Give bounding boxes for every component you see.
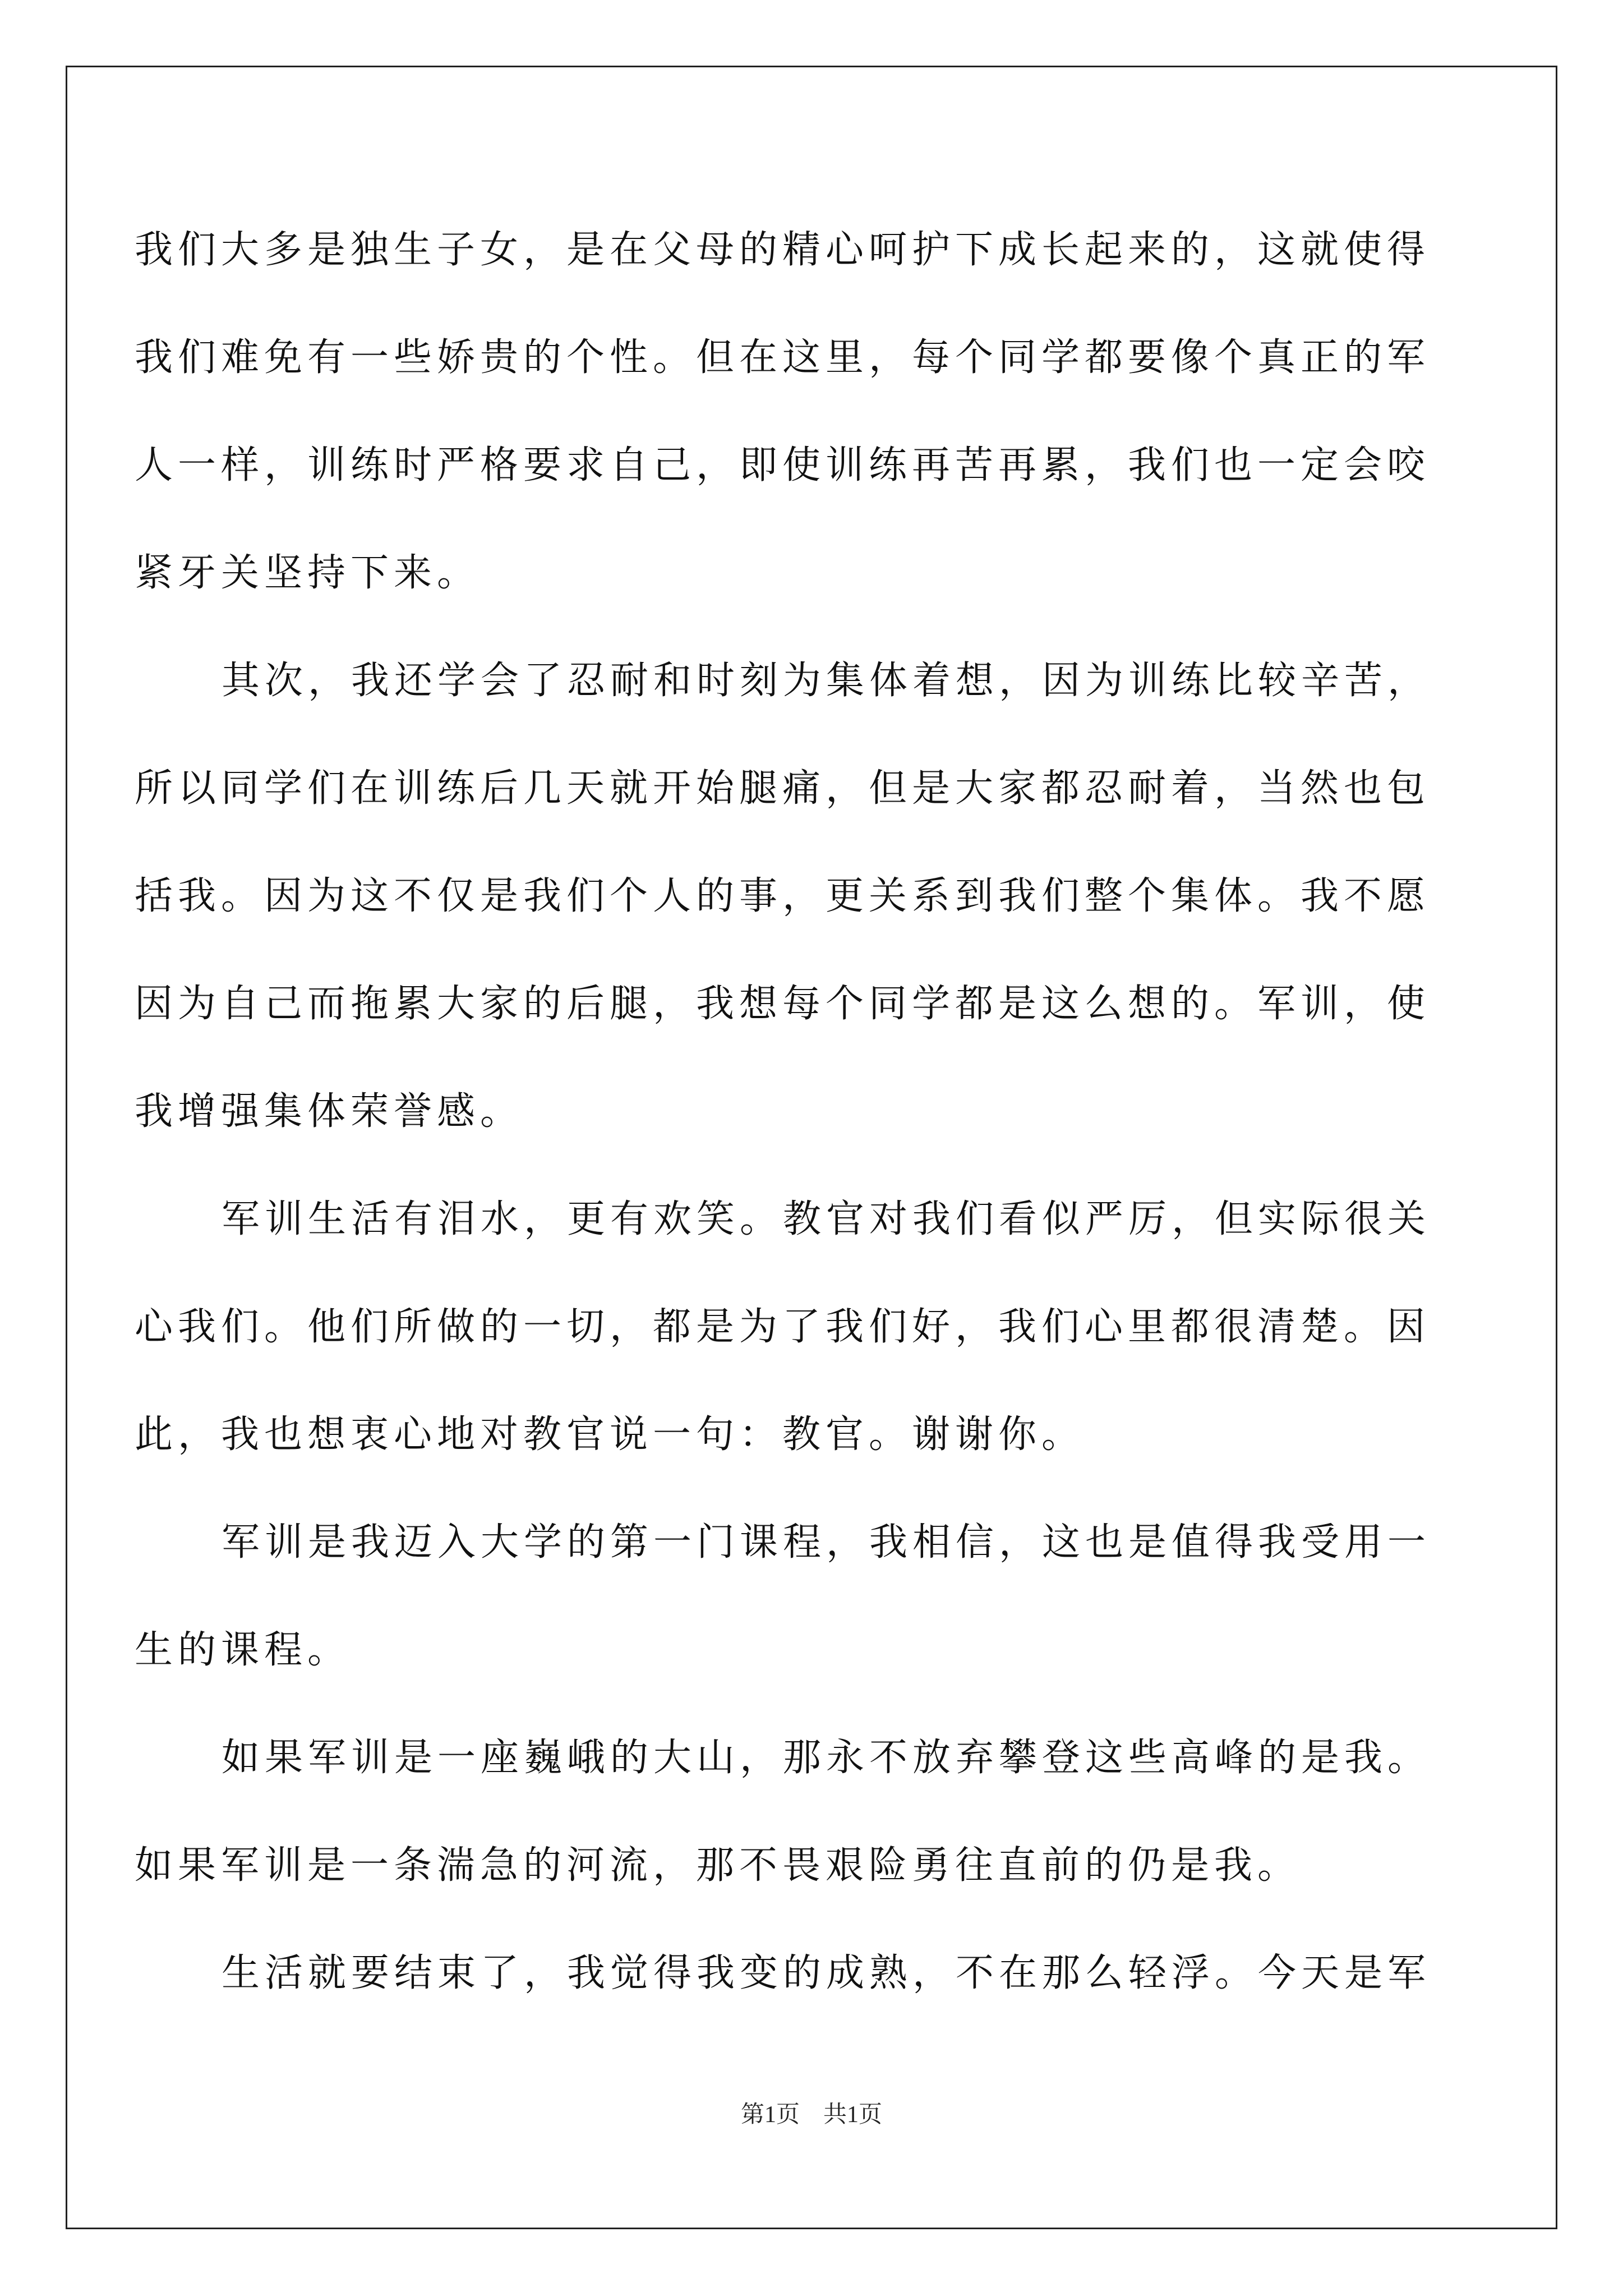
paragraph-start-line: 如果军训是一座巍峨的大山，那永不放弃攀登这些高峰的是我。 — [222, 1736, 1431, 1780]
page-border — [66, 66, 1557, 2229]
text-line: 生的课程。 — [135, 1628, 351, 1672]
text-line: 我增强集体荣誉感。 — [135, 1089, 524, 1134]
text-line: 所以同学们在训练后几天就开始腿痛，但是大家都忍耐着，当然也包 — [135, 766, 1431, 811]
text-line: 因为自己而拖累大家的后腿，我想每个同学都是这么想的。军训，使 — [135, 982, 1431, 1026]
text-line: 人一样，训练时严格要求自己，即使训练再苦再累，我们也一定会咬 — [135, 443, 1431, 487]
page-number-footer: 第1页 共1页 — [740, 2102, 882, 2128]
text-line: 如果军训是一条湍急的河流，那不畏艰险勇往直前的仍是我。 — [135, 1843, 1301, 1888]
paragraph-start-line: 军训生活有泪水，更有欢笑。教官对我们看似严厉，但实际很关 — [222, 1197, 1431, 1241]
text-line: 心我们。他们所做的一切，都是为了我们好，我们心里都很清楚。因 — [135, 1305, 1431, 1349]
text-line: 此，我也想衷心地对教官说一句：教官。谢谢你。 — [135, 1412, 1085, 1457]
text-line: 我们大多是独生子女，是在父母的精心呵护下成长起来的，这就使得 — [135, 228, 1431, 272]
text-line: 括我。因为这不仅是我们个人的事，更关系到我们整个集体。我不愿 — [135, 874, 1431, 918]
paragraph-start-line: 军训是我迈入大学的第一门课程，我相信，这也是值得我受用一 — [222, 1520, 1431, 1565]
paragraph-start-line: 生活就要结束了，我觉得我变的成熟，不在那么轻浮。今天是军 — [222, 1951, 1431, 1995]
text-line: 我们难免有一些娇贵的个性。但在这里，每个同学都要像个真正的军 — [135, 335, 1431, 380]
paragraph-start-line: 其次，我还学会了忍耐和时刻为集体着想，因为训练比较辛苦， — [222, 659, 1431, 703]
text-line: 紧牙关坚持下来。 — [135, 551, 481, 595]
